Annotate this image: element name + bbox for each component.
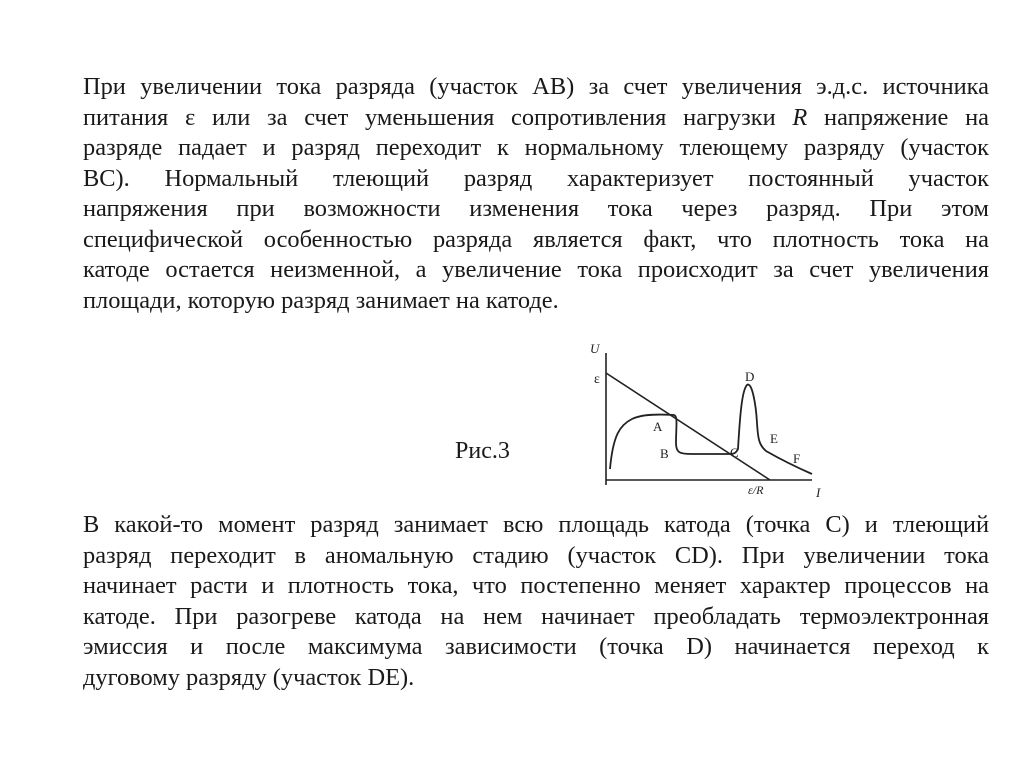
- text-line: [83, 103, 989, 134]
- point-e-label: E: [770, 431, 778, 446]
- text-line: катоде. При разогреве катода на нем начинает преобладать термоэлектронная: [83, 602, 989, 630]
- text-line: катоде остается неизменной, а увеличение тока происходит за счет увеличения: [83, 256, 989, 283]
- text-line: ВС). Нормальный тлеющий разряд характеризует постоянный участок: [83, 164, 989, 192]
- text-line: дуговому разряду (участок DE).: [83, 663, 415, 691]
- point-d-label: D: [745, 369, 755, 384]
- text-line: В какой-то момент разряд занимает всю площадь катода (точка С) и тлеющий: [83, 511, 989, 538]
- emf-symbol: ε: [184, 103, 196, 131]
- text-line: площади, которую разряд занимает на катоде.: [83, 286, 559, 314]
- emf-label: ε: [594, 372, 600, 387]
- resistance-symbol: R: [792, 103, 808, 131]
- point-f-label: F: [793, 451, 801, 466]
- emf-over-r-label: ε/R: [748, 483, 764, 497]
- text-line: эмиссия и после максимума зависимости (точка D) начинается переход к: [83, 633, 989, 660]
- text-fragment: питания: [83, 103, 185, 131]
- point-b-label: B: [660, 446, 669, 461]
- text-line: напряжения при возможности изменения тока через разряд. При этом: [83, 195, 989, 222]
- text-fragment: или за счет уменьшения сопротивления нагрузки: [195, 103, 793, 131]
- text-line: разряде падает и разряд переходит к нормальному тлеющему разряду (участок: [83, 134, 989, 161]
- text-fragment: напряжение на: [807, 103, 990, 131]
- x-axis-label: I: [816, 485, 821, 500]
- paragraph-anomalous: [83, 510, 989, 693]
- point-c-label: C: [730, 445, 739, 460]
- characteristic-curve: [610, 385, 812, 474]
- text-line: специфической особенностью разряда является факт, что плотность тока на: [83, 225, 989, 253]
- text-line: разряд переходит в аномальную стадию (участок CD). При увеличении тока: [83, 541, 989, 569]
- figure-caption: Рис.3: [455, 438, 510, 464]
- text-line: начинает расти и плотность тока, что постепенно меняет характер процессов на: [83, 572, 989, 599]
- y-axis-label: U: [590, 341, 600, 356]
- discharge-iv-graph: [580, 335, 830, 505]
- text-line: При увеличении тока разряда (участок АВ) за счет увеличения э.д.с. источника: [83, 73, 989, 100]
- paragraph-intro: [83, 72, 989, 316]
- point-a-label: A: [653, 419, 663, 434]
